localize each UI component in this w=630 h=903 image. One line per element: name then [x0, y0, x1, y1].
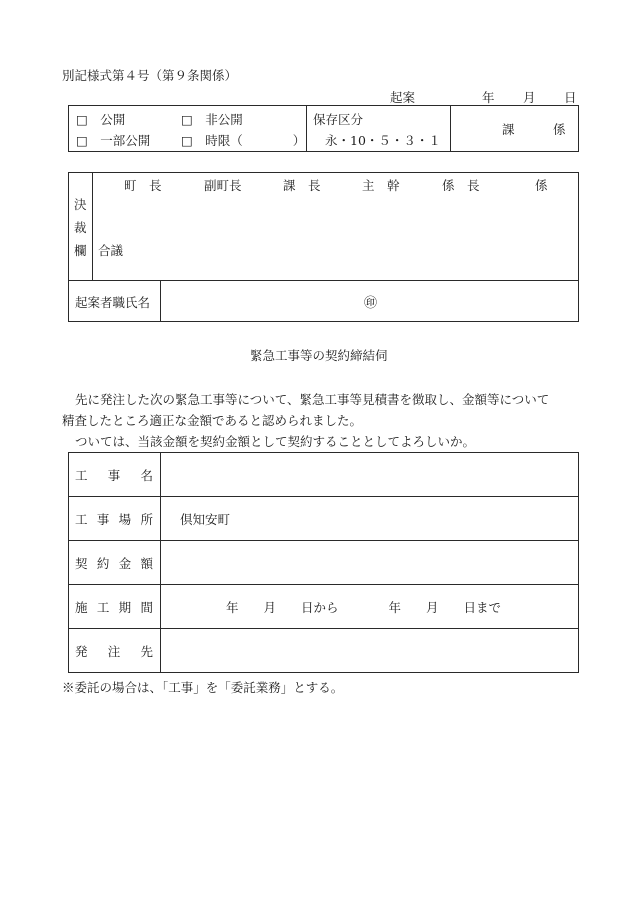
body-line-3: ついては、当該金額を契約金額として契約することとしてよろしいか。 [75, 434, 476, 449]
label-char: 名 [140, 468, 153, 483]
form-number: 別記様式第４号（第９条関係） [62, 68, 238, 83]
label-char: 金 [118, 556, 132, 571]
checkbox-public[interactable]: □ 公開 [76, 112, 126, 127]
side-label-2: 裁 [74, 220, 87, 235]
position-mayor: 町 長 [124, 178, 162, 193]
label-char: 工 [75, 468, 88, 483]
label-char: 約 [96, 556, 110, 571]
label-char: 間 [140, 600, 153, 615]
divider [450, 105, 451, 152]
section-kakari: 係 [553, 122, 566, 137]
label-char: 事 [107, 468, 121, 483]
section-ka: 課 [502, 122, 515, 137]
construction-period-value[interactable]: 年 月 日から 年 月 日まで [226, 600, 502, 615]
divider [306, 105, 307, 152]
label-char: 先 [140, 644, 153, 659]
footnote: ※委託の場合は、「工事」を「委託業務」とする。 [62, 680, 344, 695]
position-deputy-mayor: 副町長 [204, 178, 242, 193]
row-label-contract-amount [75, 554, 153, 572]
row-label-construction-period [75, 598, 153, 616]
divider [68, 540, 579, 541]
checkbox-non-public[interactable]: □ 非公開 [181, 112, 243, 127]
month-label: 月 [523, 90, 536, 105]
label-char: 額 [140, 556, 153, 571]
checkbox-partial-public[interactable]: □ 一部公開 [76, 133, 151, 148]
draft-label: 起案 [390, 90, 416, 105]
checkbox-time-limited[interactable]: □ 時限（ ） [181, 133, 306, 148]
retention-label: 保存区分 [313, 112, 364, 127]
label-char: 施 [75, 600, 88, 615]
side-label-3: 欄 [74, 243, 87, 258]
document-title: 緊急工事等の契約締結伺 [250, 348, 388, 363]
work-location-value[interactable]: 倶知安町 [180, 512, 231, 527]
row-label-contractor [75, 642, 153, 660]
drafter-label: 起案者職氏名 [75, 295, 151, 310]
divider [68, 628, 579, 629]
label-char: 工 [75, 512, 88, 527]
label-char: 注 [107, 644, 121, 659]
divider [160, 452, 161, 673]
retention-options: 永・10・５・３・１ [325, 133, 441, 148]
row-label-work-location [75, 510, 153, 528]
label-char: 場 [118, 512, 132, 527]
label-char: 所 [140, 512, 153, 527]
divider [160, 280, 161, 322]
body-line-1: 先に発注した次の緊急工事等について、緊急工事等見積書を徴取し、金額等について [75, 392, 550, 407]
divider [92, 172, 93, 280]
label-char: 契 [75, 556, 88, 571]
label-char: 事 [96, 512, 110, 527]
position-section-chief: 課 長 [283, 178, 321, 193]
side-label-1: 決 [74, 197, 87, 212]
consultation-label: 合議 [98, 243, 124, 258]
seal-icon: ㊞ [364, 296, 378, 311]
divider [68, 280, 579, 281]
position-subsection-chief: 係 長 [442, 178, 480, 193]
divider [68, 584, 579, 585]
position-staff: 係 [535, 178, 548, 193]
day-label: 日 [564, 90, 577, 105]
year-label: 年 [482, 90, 495, 105]
row-label-work-name [75, 466, 153, 484]
label-char: 工 [96, 600, 110, 615]
divider [68, 496, 579, 497]
position-chief-officer: 主 幹 [362, 178, 400, 193]
label-char: 発 [75, 644, 88, 659]
body-line-2: 精査したところ適正な金額であると認められました。 [62, 413, 363, 428]
label-char: 期 [118, 600, 132, 615]
